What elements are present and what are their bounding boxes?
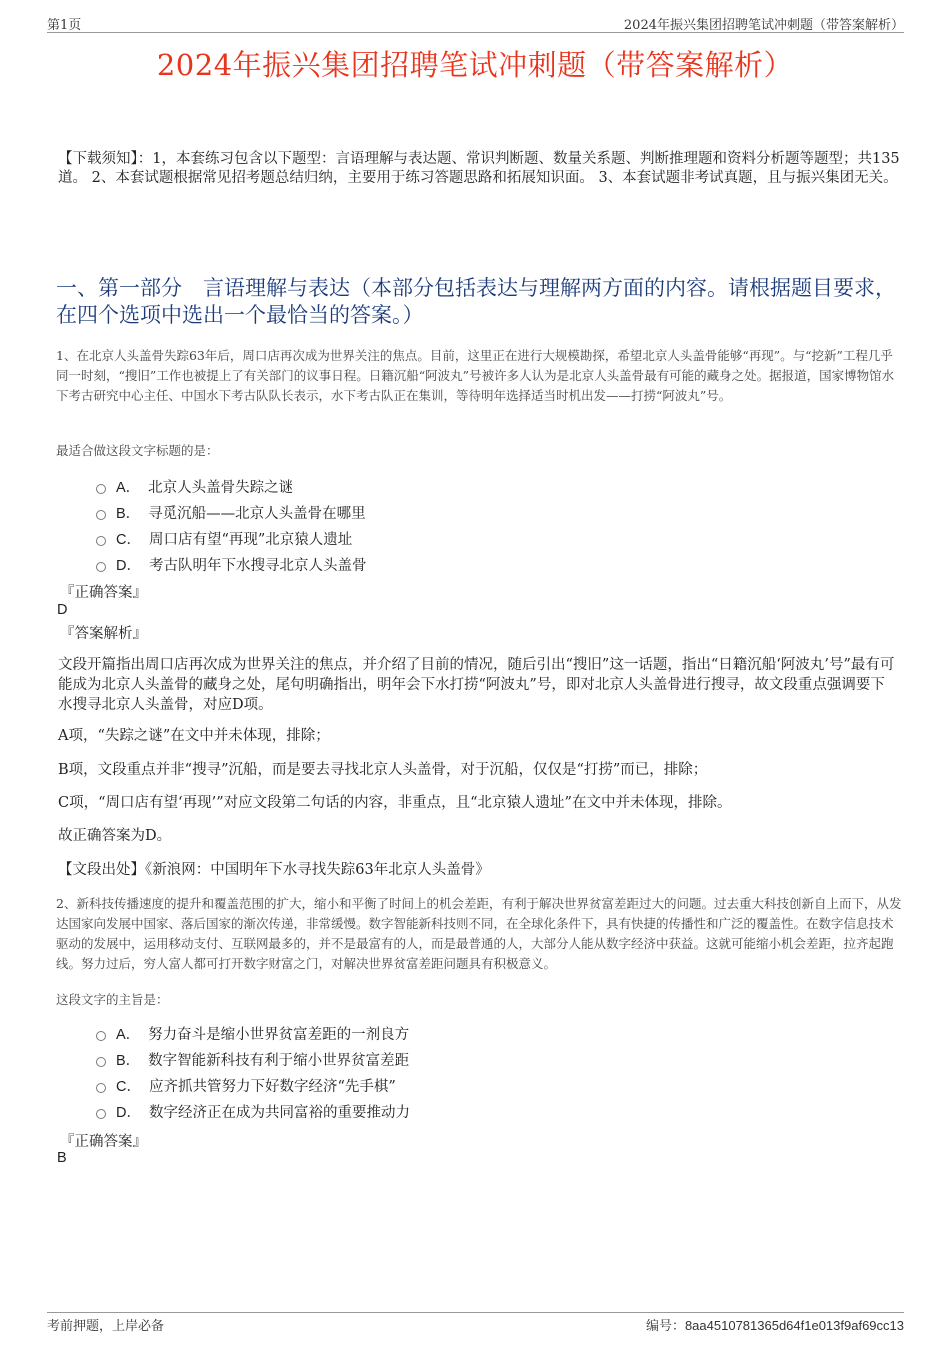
question-1-options xyxy=(96,473,366,577)
analysis-paragraph: C项，“周口店有望‘再现’”对应文段第二句话的内容，非重点，且“北京猿人遗址”在文中并未体现，排除。 xyxy=(58,795,732,811)
radio-icon[interactable] xyxy=(96,1109,106,1119)
radio-icon[interactable] xyxy=(96,1031,106,1041)
section-title: 一、第一部分 言语理解与表达（本部分包括表达与理解两方面的内容。请根据题目要求，在四个选项中选出一个最恰当的答案。） xyxy=(56,276,896,327)
option-d[interactable]: D． 数字经济正在成为共同富裕的重要推动力 xyxy=(96,1098,410,1124)
analysis-paragraph: B项，文段重点并非“搜寻”沉船，而是要去寻找北京人头盖骨，对于沉船，仅仅是“打捞”而已，排除； xyxy=(58,762,708,778)
radio-icon[interactable] xyxy=(96,510,106,520)
header-doc-title: 2024年振兴集团招聘笔试冲刺题（带答案解析） xyxy=(623,18,904,33)
answer-value: B xyxy=(57,1150,67,1166)
option-a[interactable]: A． 北京人头盖骨失踪之谜 xyxy=(96,473,366,499)
question-2-prompt: 这段文字的主旨是： xyxy=(56,992,169,1007)
document-code: 编号：8aa4510781365d64f1e013f9af69cc13 xyxy=(645,1318,904,1334)
option-b[interactable]: B． 寻觅沉船——北京人头盖骨在哪里 xyxy=(96,499,366,525)
analysis-conclusion: 故正确答案为D。 xyxy=(58,828,172,844)
question-2-stem: 2、新科技传播速度的提升和覆盖范围的扩大，缩小和平衡了时间上的机会差距，有利于解决世界贫富差距过大的问题。过去重大科技创新自上而下，从发达国家向发展中国家、落后国家的渐次传递，非常缓慢。数字智能新科技则不同，在全球化条件下，具有快捷的传播性和广泛的覆盖性。在数字信息技术驱动的发展中，运用移动支付、互联网最多的，并不是最富有的人，而是最普通的人，大部分人能从数字经济中获益。这就可能缩小机会差距，拉齐起跑线。努力过后，穷人富人都可打开数字财富之门，对解决世界贫富差距问题具有积极意义。 xyxy=(56,896,902,971)
option-c[interactable]: C． 应齐抓共管努力下好数字经济“先手棋” xyxy=(96,1072,410,1098)
analysis-label: 『答案解析』 xyxy=(60,626,147,642)
document-title: 2024年振兴集团招聘笔试冲刺题（带答案解析） xyxy=(156,48,794,82)
option-c[interactable]: C． 周口店有望“再现”北京猿人遗址 xyxy=(96,525,366,551)
option-a[interactable]: A． 努力奋斗是缩小世界贫富差距的一剂良方 xyxy=(96,1020,410,1046)
radio-icon[interactable] xyxy=(96,536,106,546)
analysis-paragraph: A项，“失踪之谜”在文中并未体现，排除； xyxy=(58,728,330,744)
question-2-options xyxy=(96,1020,410,1124)
footer-slogan: 考前押题，上岸必备 xyxy=(47,1319,165,1334)
page-header xyxy=(47,14,904,33)
download-notice: 【下载须知】：1，本套练习包含以下题型：言语理解与表达题、常识判断题、数量关系题、判断推理题和资料分析题等题型；共135道。 2、本套试题根据常见招考题总结归纳，主要用于练习答题思路和拓展知识面。 3、本套试题非考试真题，且与振兴集团无关。 xyxy=(58,151,900,186)
radio-icon[interactable] xyxy=(96,484,106,494)
question-1-stem: 1、在北京人头盖骨失踪63年后，周口店再次成为世界关注的焦点。目前，这里正在进行大规模勘探，希望北京人头盖骨能够“再现”。与“挖新”工程几乎同一时刻，“搜旧”工作也被提上了有关部门的议事日程。日籍沉船“阿波丸”号被许多人认为是北京人头盖骨最有可能的藏身之处。据报道，国家博物馆水下考古研究中心主任、中国水下考古队队长表示，水下考古队正在集训，等待明年选择适当时机出发——打捞“阿波丸”号。 xyxy=(56,348,895,403)
answer-label: 『正确答案』 xyxy=(60,1134,147,1150)
page-footer xyxy=(47,1312,904,1333)
radio-icon[interactable] xyxy=(96,562,106,572)
option-b[interactable]: B． 数字智能新科技有利于缩小世界贫富差距 xyxy=(96,1046,410,1072)
answer-value: D xyxy=(57,602,68,618)
option-d[interactable]: D． 考古队明年下水搜寻北京人头盖骨 xyxy=(96,551,366,577)
radio-icon[interactable] xyxy=(96,1057,106,1067)
source-citation: 【文段出处】《新浪网：中国明年下水寻找失踪63年北京人头盖骨》 xyxy=(58,862,490,878)
analysis-paragraph: 文段开篇指出周口店再次成为世界关注的焦点，并介绍了目前的情况，随后引出“搜旧”这一话题，指出“日籍沉船‘阿波丸’号”最有可能成为北京人头盖骨的藏身之处，尾句明确指出，明年会下水打捞“阿波丸”号，即对北京人头盖骨进行搜寻，故文段重点强调要下水搜寻北京人头盖骨，对应D项。 xyxy=(58,657,895,713)
answer-label: 『正确答案』 xyxy=(60,585,147,601)
page-number: 第1页 xyxy=(47,18,82,33)
radio-icon[interactable] xyxy=(96,1083,106,1093)
question-1-prompt: 最适合做这段文字标题的是： xyxy=(56,443,219,458)
